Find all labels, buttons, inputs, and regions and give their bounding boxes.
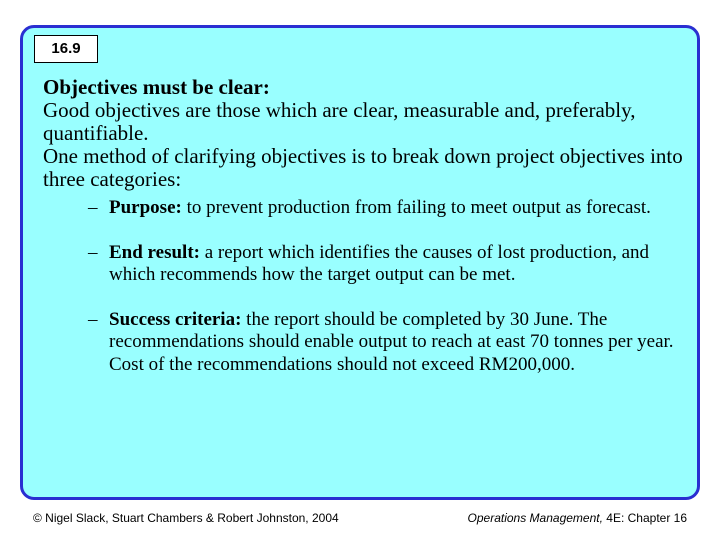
bullet-dash: – — [88, 197, 98, 218]
bullet-text: the report should be completed by 30 June. The recommendations should enable output to reach at east 70 tonnes per year. Cost of the recommendations should not exceed RM200,000. — [109, 308, 674, 375]
footer-copyright: © Nigel Slack, Stuart Chambers & Robert Johnston, 2004 — [33, 511, 339, 525]
slide-number-badge: 16.9 — [34, 35, 98, 63]
bullet-end-result — [43, 242, 689, 287]
bullet-term: End result: — [109, 241, 200, 263]
bullet-term: Purpose: — [109, 197, 182, 218]
bullet-text: a report which identifies the causes of lost production, and which recommends how the target output can be met. — [109, 241, 649, 285]
bullet-success-criteria — [43, 309, 689, 377]
bullet-dash: – — [88, 308, 98, 330]
bullet-term: Success criteria: — [109, 308, 242, 330]
paragraph-clarifying-method: One method of clarifying objectives is to break down project objectives into three categories: — [43, 144, 683, 191]
category-list — [43, 197, 693, 376]
bullet-dash: – — [88, 241, 98, 263]
bullet-text: to prevent production from failing to meet output as forecast. — [186, 197, 651, 218]
slide-heading: Objectives must be clear: — [43, 75, 270, 99]
footer-book-reference — [468, 511, 687, 525]
footer-book-title: Operations Management, — [467, 511, 603, 525]
footer-chapter: 4E: Chapter 16 — [606, 511, 687, 525]
slide-content — [43, 76, 693, 376]
bullet-purpose — [43, 197, 689, 220]
paragraph-good-objectives: Good objectives are those which are clear, measurable and, preferably, quantifiable. — [43, 98, 636, 145]
